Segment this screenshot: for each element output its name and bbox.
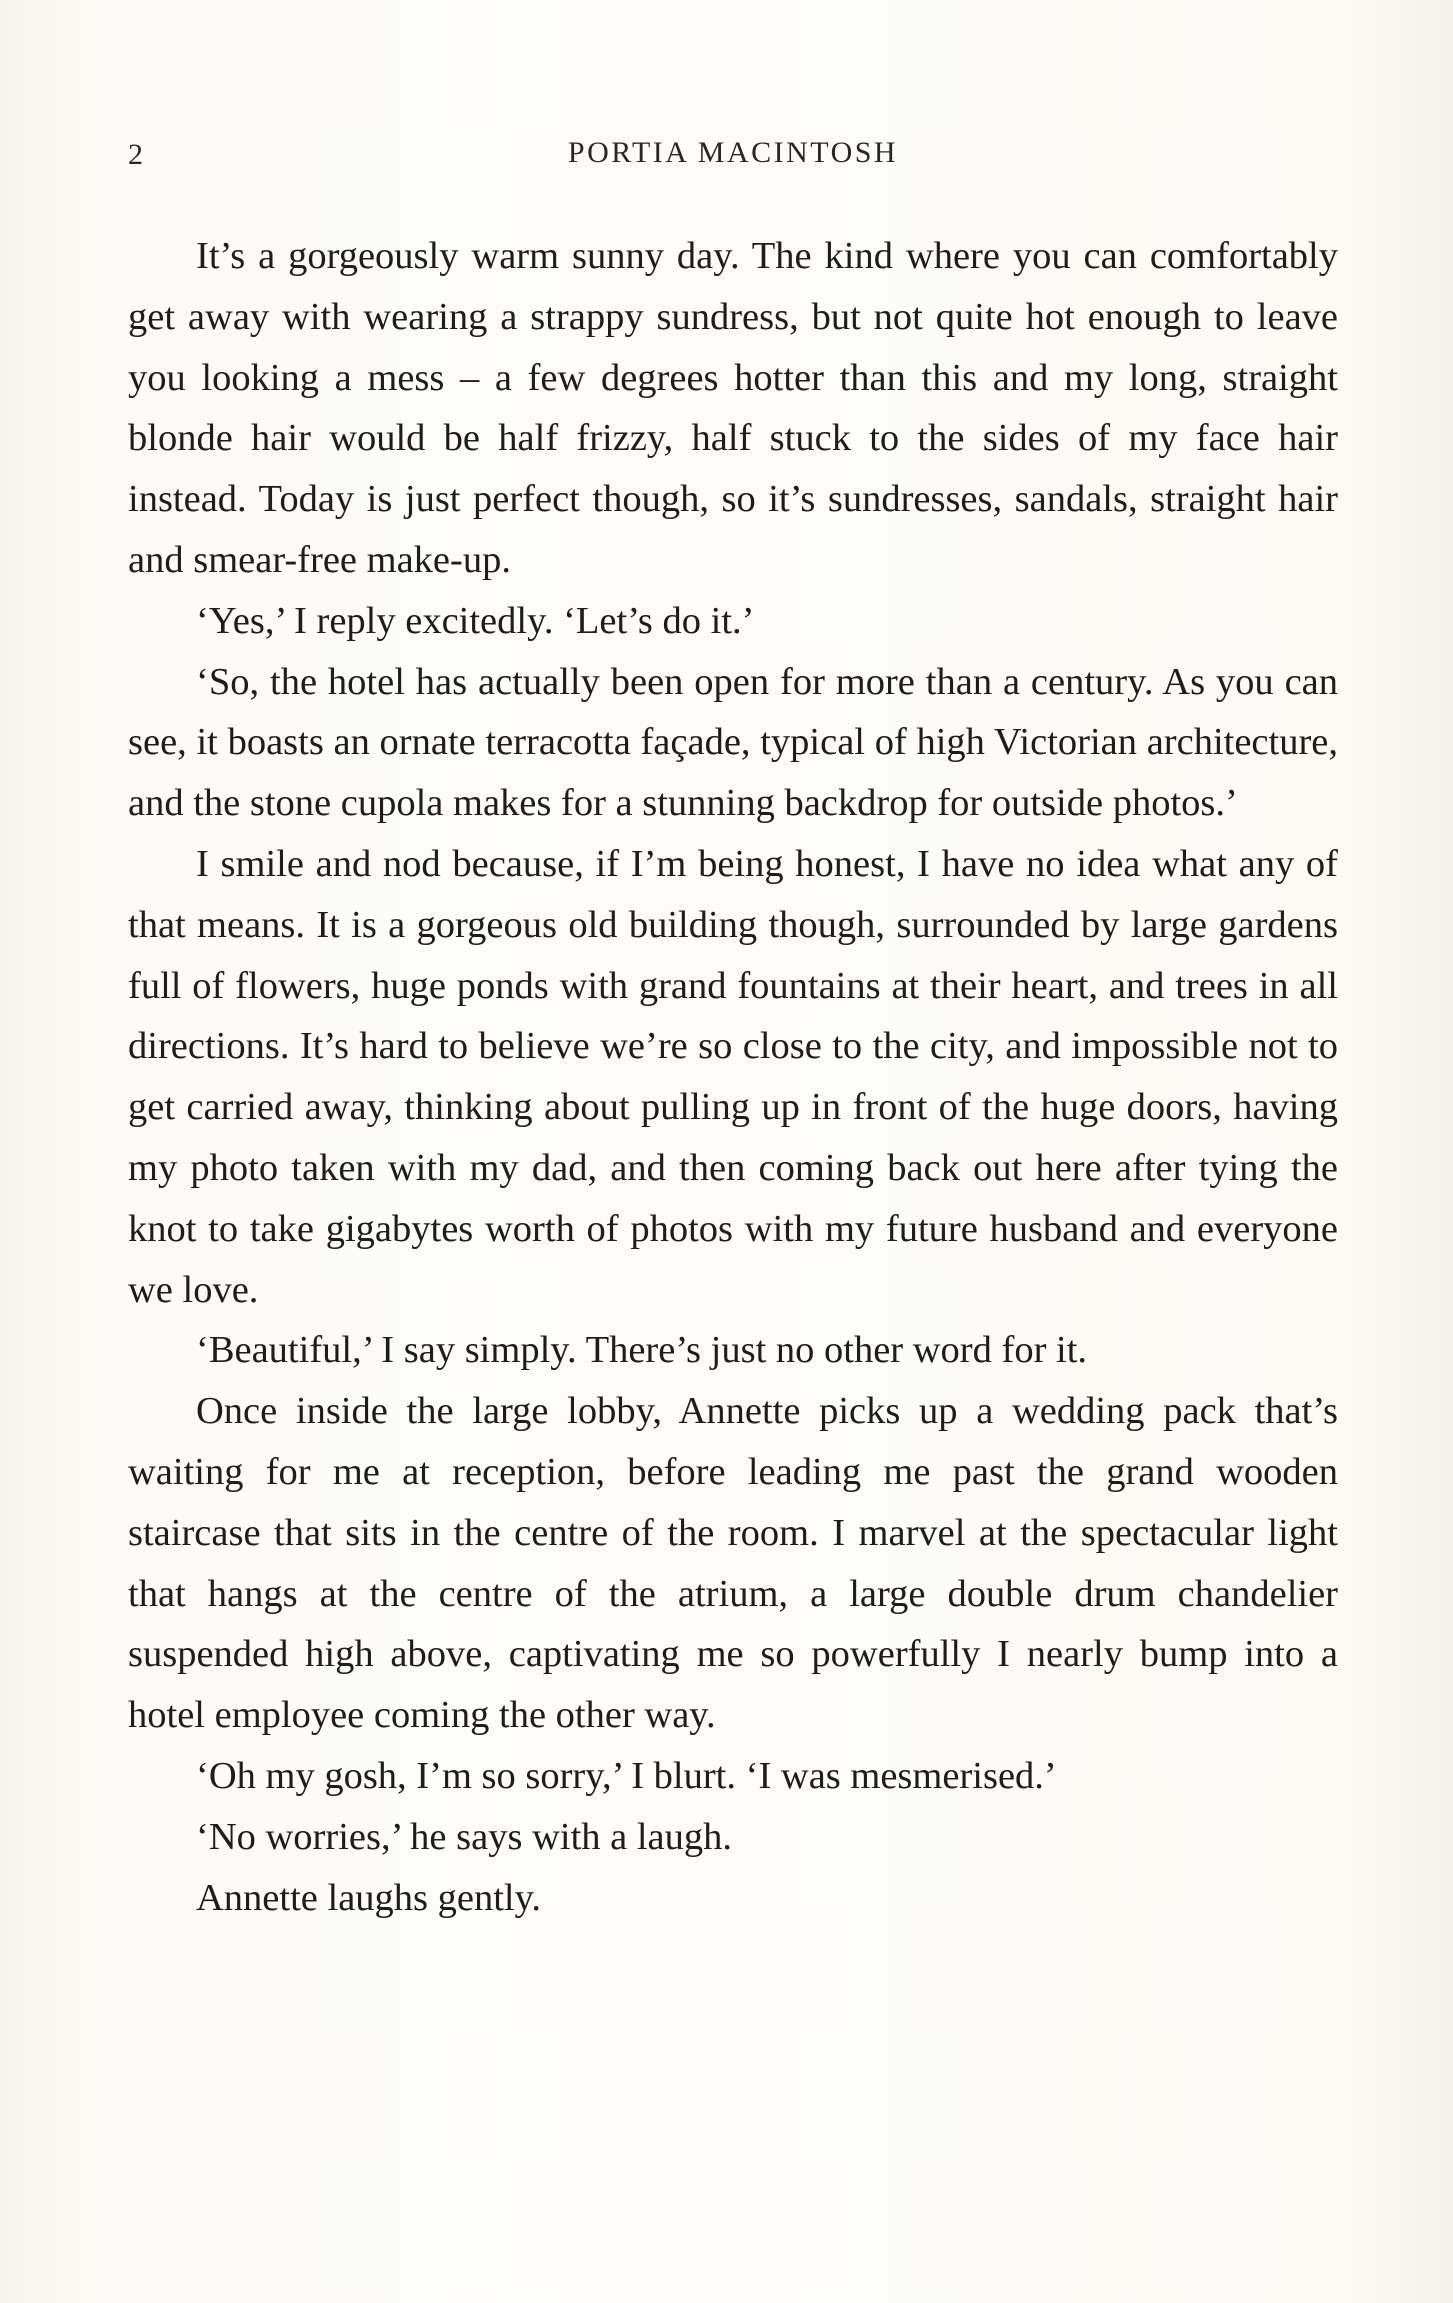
page-number: 2 — [128, 138, 143, 171]
page-header — [128, 130, 1338, 180]
paragraph: I smile and nod because, if I’m being honest, I have no idea what any of that means. It is a gorgeous old building though, surrounded by large gardens full of flowers, huge ponds with grand fountains at their heart, and trees in all directions. It’s hard to believe we’re so close to the city, and impossible not to get carried away, thinking about pulling up in front of the huge doors, having my photo taken with my dad, and then coming back out here after tying the knot to take gigabytes worth of photos with my future husband and everyone we love. — [128, 842, 1338, 1311]
paragraph: ‘Beautiful,’ I say simply. There’s just no other word for it. — [196, 1329, 1088, 1372]
body-text — [128, 226, 1338, 1928]
paragraph: ‘Oh my gosh, I’m so sorry,’ I blurt. ‘I was mesmerised.’ — [196, 1754, 1057, 1797]
paragraph: Once inside the large lobby, Annette picks up a wedding pack that’s waiting for me at reception, before leading me past the grand wooden staircase that sits in the centre of the room. I marvel at the spectacular light that hangs at the centre of the atrium, a large double drum chandelier suspended high above, captivating me so powerfully I nearly bump into a hotel employee coming the other way. — [128, 1390, 1338, 1737]
paragraph: ‘No worries,’ he says with a laugh. — [196, 1815, 733, 1858]
running-head: PORTIA MACINTOSH — [567, 136, 899, 169]
paragraph: It’s a gorgeously warm sunny day. The kind where you can comfortably get away with wearing a strappy sundress, but not quite hot enough to leave you looking a mess – a few degrees hotter than this and my long, straight blonde hair would be half frizzy, half stuck to the sides of my face hair instead. Today is just perfect though, so it’s sundresses, sandals, straight hair and smear-free make-up. — [128, 235, 1338, 581]
paragraph: ‘Yes,’ I reply excitedly. ‘Let’s do it.’ — [196, 599, 755, 642]
paragraph: Annette laughs gently. — [196, 1876, 541, 1919]
paragraph: ‘So, the hotel has actually been open for more than a century. As you can see, it boasts an ornate terracotta façade, typical of high Victorian architecture, and the stone cupola makes for a stunning backdrop for outside photos.’ — [128, 660, 1338, 825]
